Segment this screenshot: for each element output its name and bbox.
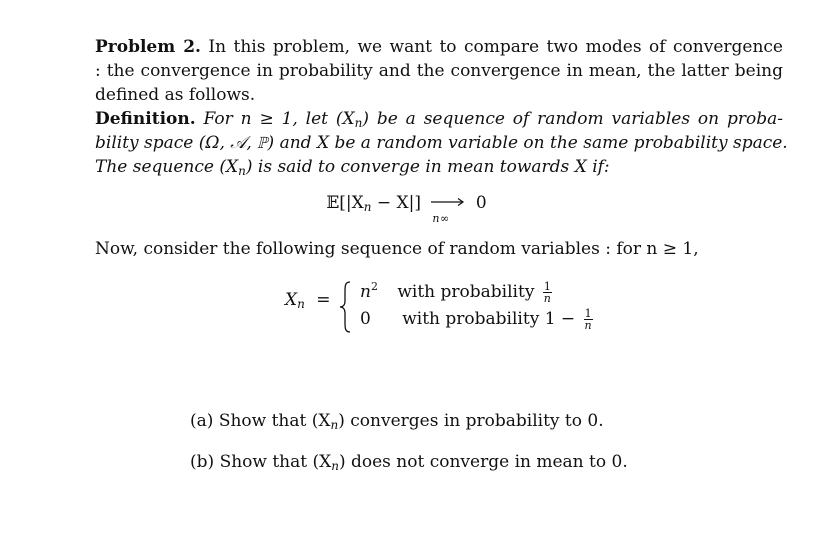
question-a	[190, 411, 604, 432]
piecewise-lhs: $X_n$ =	[285, 290, 331, 311]
piecewise-case-2: 0 with probability 1 − $\frac{1}{n}$	[360, 307, 592, 332]
problem-line-1	[95, 36, 783, 58]
definition-heading: Definition.	[95, 109, 196, 129]
definition-text-2: bility space (Ω, 𝒜, ℙ) and X be a random variable on the same probability space.	[95, 133, 788, 153]
now-line	[95, 238, 699, 260]
definition-text-3: The sequence $(X_n)$ is said to converge in mean towards X if:	[95, 157, 610, 178]
definition-line-3	[95, 156, 610, 182]
now-text: Now, consider the following sequence of random variables : for n ≥ 1,	[95, 239, 699, 259]
fraction-one-over-n: $\frac{1}{n}$	[584, 307, 592, 332]
definition-line-1	[95, 108, 783, 134]
definition-line-2	[95, 132, 788, 154]
piecewise-case-1: $n^2$ with probability $\frac{1}{n}$	[360, 280, 551, 305]
arrow-subscript: n∞	[432, 211, 450, 225]
problem-text-1: In this problem, we want to compare two modes of convergence	[208, 37, 783, 57]
problem-line-3	[95, 84, 255, 106]
problem-line-2	[95, 60, 783, 82]
equation-rhs: 0	[475, 193, 487, 213]
question-b	[190, 452, 628, 473]
limit-arrow-icon	[430, 195, 466, 225]
fraction-one-over-n: $\frac{1}{n}$	[543, 280, 551, 305]
piecewise-definition	[285, 278, 645, 338]
problem-heading: Problem 2.	[95, 37, 201, 57]
convergence-equation	[0, 193, 813, 225]
question-b-label: (b)	[190, 452, 215, 472]
question-a-text: Show that $(X_n)$ converges in probability to 0.	[218, 411, 604, 432]
definition-text-1: For n ≥ 1, let $(X_n)$ be a sequence of random variables on proba-	[203, 109, 783, 130]
problem-text-3: defined as follows.	[95, 85, 256, 105]
question-b-text: Show that $(X_n)$ does not converge in mean to 0.	[219, 452, 628, 473]
question-a-label: (a)	[190, 411, 214, 431]
left-brace-icon	[337, 280, 353, 334]
problem-text-2: : the convergence in probability and the convergence in mean, the latter being	[95, 61, 783, 81]
equation-lhs: $𝔼[|X_n - X|]$	[326, 193, 422, 214]
